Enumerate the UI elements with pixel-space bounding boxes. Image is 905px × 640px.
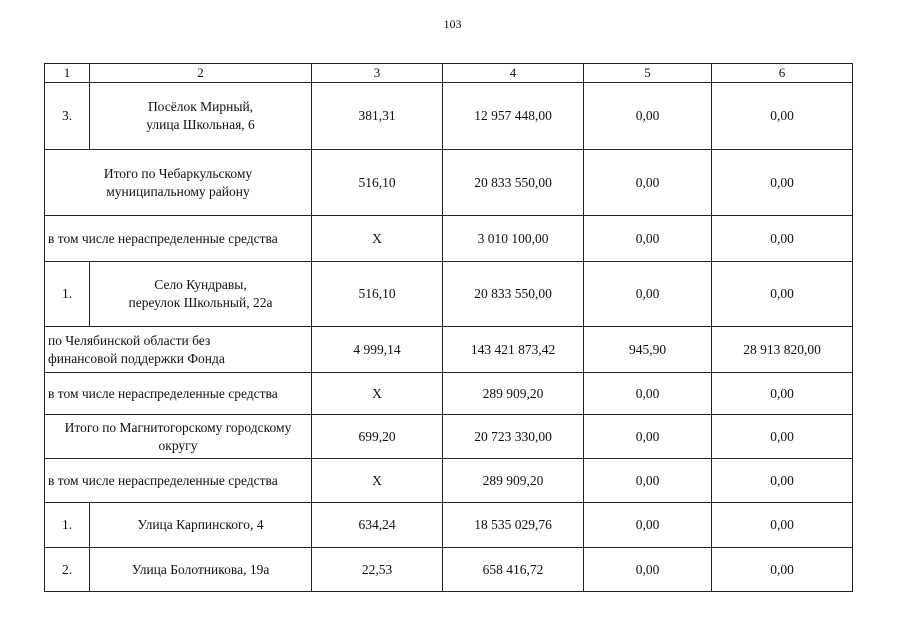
col5-cell: 0,00 [584,373,712,415]
summary-line: в том числе нераспределенные средства [48,472,278,488]
header-cell: 1 [45,64,90,83]
summary-line: финансовой поддержки Фонда [48,350,225,366]
col6-cell: 0,00 [712,150,853,216]
row-number: 1. [45,503,90,548]
summary-line: округу [158,437,198,453]
col4-cell: 289 909,20 [443,373,584,415]
summary-line: Итого по Магнитогорскому городскому [64,419,292,435]
address-line: Село Кундравы, [154,277,247,292]
col3-cell: Х [312,373,443,415]
col3-cell: Х [312,459,443,503]
address-cell [90,548,312,592]
page-number: 103 [443,17,462,31]
address-line: переулок Школьный, 22а [128,295,273,310]
data-table [44,63,853,592]
col6-cell: 0,00 [712,459,853,503]
col4-cell: 20 723 330,00 [443,415,584,459]
col3-cell: 4 999,14 [312,327,443,373]
table-row [45,503,853,548]
header-row [45,64,853,83]
address-line: Улица Болотникова, 19а [131,561,270,577]
summary-line: Итого по Чебаркульскому [103,165,253,181]
col4-cell: 20 833 550,00 [443,150,584,216]
table-row [45,327,853,373]
summary-label [45,373,312,415]
col3-cell: 22,53 [312,548,443,592]
summary-label [45,150,312,216]
address-line: Посёлок Мирный, [147,99,254,114]
col5-cell: 0,00 [584,262,712,327]
table-row [45,459,853,503]
summary-label [45,459,312,503]
table-row [45,150,853,216]
row-number: 2. [45,548,90,592]
summary-line: в том числе нераспределенные средства [48,230,278,246]
table-row [45,548,853,592]
col4-cell: 289 909,20 [443,459,584,503]
col3-cell: 634,24 [312,503,443,548]
row-number: 1. [45,262,90,327]
col6-cell: 28 913 820,00 [712,327,853,373]
header-cell: 4 [443,64,584,83]
col3-cell: Х [312,216,443,262]
col4-cell: 143 421 873,42 [443,327,584,373]
col3-cell: 516,10 [312,150,443,216]
table-row [45,373,853,415]
table-row [45,262,853,327]
col5-cell: 0,00 [584,459,712,503]
col4-cell: 18 535 029,76 [443,503,584,548]
table-row [45,83,853,150]
col4-cell: 658 416,72 [443,548,584,592]
address-cell [90,83,312,150]
col5-cell: 0,00 [584,415,712,459]
summary-line: по Челябинской области без [48,332,211,348]
table-row [45,216,853,262]
col5-cell: 0,00 [584,83,712,150]
col5-cell: 0,00 [584,216,712,262]
col6-cell: 0,00 [712,415,853,459]
col6-cell: 0,00 [712,83,853,150]
col5-cell: 0,00 [584,150,712,216]
address-cell [90,262,312,327]
col5-cell: 945,90 [584,327,712,373]
col4-cell: 20 833 550,00 [443,262,584,327]
col6-cell: 0,00 [712,503,853,548]
col6-cell: 0,00 [712,548,853,592]
col4-cell: 12 957 448,00 [443,83,584,150]
header-cell: 5 [584,64,712,83]
col3-cell: 516,10 [312,262,443,327]
header-cell: 6 [712,64,853,83]
table-row [45,415,853,459]
summary-label [45,327,312,373]
header-cell: 3 [312,64,443,83]
address-line: улица Школьная, 6 [146,117,255,132]
summary-line: в том числе нераспределенные средства [48,385,278,401]
address-cell [90,503,312,548]
summary-label [45,415,312,459]
col6-cell: 0,00 [712,262,853,327]
address-line: Улица Карпинского, 4 [137,517,264,532]
summary-line: муниципальному району [106,183,250,199]
col4-cell: 3 010 100,00 [443,216,584,262]
row-number: 3. [45,83,90,150]
summary-label [45,216,312,262]
col6-cell: 0,00 [712,373,853,415]
col5-cell: 0,00 [584,503,712,548]
header-cell: 2 [90,64,312,83]
col6-cell: 0,00 [712,216,853,262]
col3-cell: 381,31 [312,83,443,150]
col5-cell: 0,00 [584,548,712,592]
col3-cell: 699,20 [312,415,443,459]
